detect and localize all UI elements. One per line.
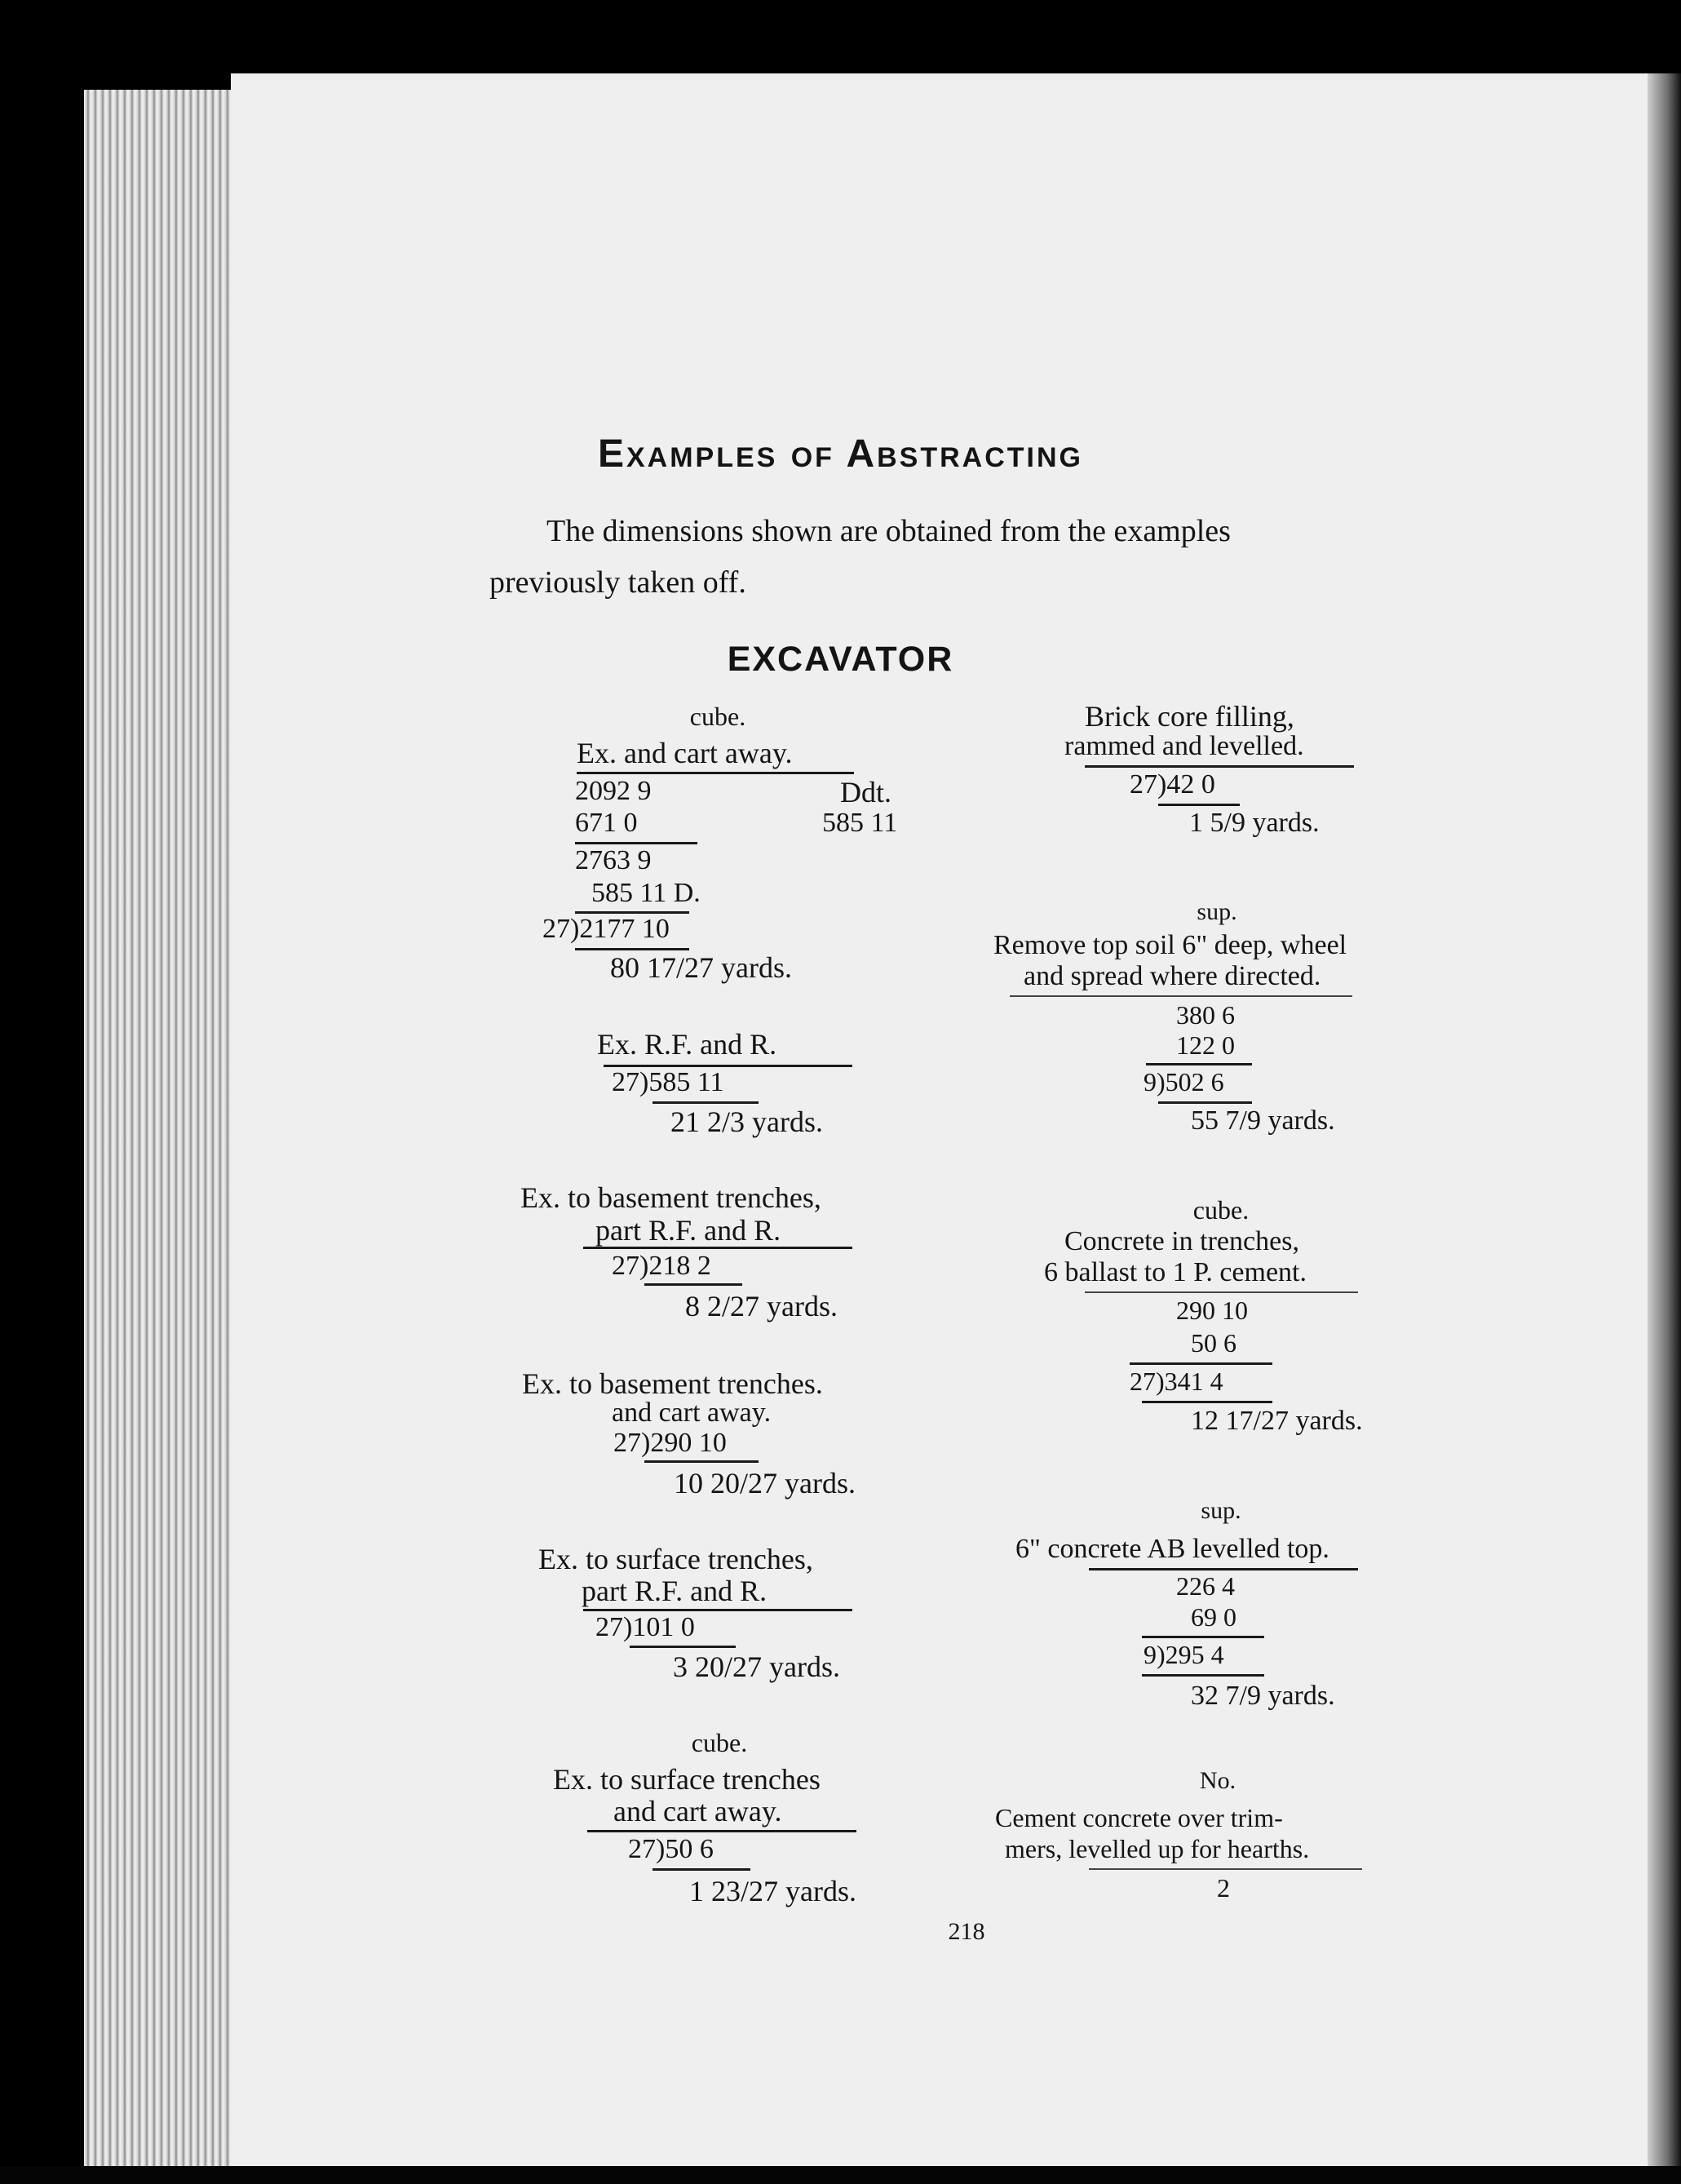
item-description: part R.F. and R. xyxy=(582,1575,768,1607)
division-row: 27)2177 10 xyxy=(542,914,670,944)
scan-border xyxy=(0,2166,1681,2184)
unit-label: sup. xyxy=(1197,898,1237,925)
rule xyxy=(587,1830,856,1832)
deduction-value: 585 11 xyxy=(822,808,898,838)
rule xyxy=(630,1646,736,1648)
count-value: 2 xyxy=(1217,1873,1230,1903)
division-row: 27)42 0 xyxy=(1130,769,1215,800)
division-row: 9)502 6 xyxy=(1144,1067,1224,1096)
result-row: 21 2/3 yards. xyxy=(670,1105,823,1138)
result-row: 10 20/27 yards. xyxy=(674,1467,856,1500)
rule xyxy=(644,1460,759,1463)
item-description: Ex. and cart away. xyxy=(577,737,793,769)
dimension-row: 380 6 xyxy=(1176,1000,1235,1030)
section-heading: EXCAVATOR xyxy=(727,640,954,679)
result-row: 80 17/27 yards. xyxy=(610,951,792,984)
item-description: Concrete in trenches, xyxy=(1064,1226,1299,1256)
division-row: 27)341 4 xyxy=(1130,1367,1223,1396)
result-row: 3 20/27 yards. xyxy=(673,1650,840,1683)
rule xyxy=(583,1609,852,1611)
result-row: 1 23/27 yards. xyxy=(689,1875,856,1907)
rule xyxy=(1089,1868,1362,1870)
unit-label: No. xyxy=(1199,1767,1236,1794)
division-row: 27)290 10 xyxy=(613,1428,727,1458)
item-description: Ex. to surface trenches, xyxy=(538,1543,813,1575)
page-edges xyxy=(84,90,231,2166)
division-row: 9)295 4 xyxy=(1144,1640,1224,1669)
item-description: Ex. to basement trenches. xyxy=(522,1367,823,1400)
dimension-row: 2092 9 xyxy=(575,776,652,806)
dimension-row: 69 0 xyxy=(1191,1602,1236,1632)
page-number: 218 xyxy=(948,1918,985,1945)
dimension-row: 226 4 xyxy=(1176,1571,1235,1601)
division-row: 27)50 6 xyxy=(628,1834,714,1864)
result-row: 12 17/27 yards. xyxy=(1191,1406,1363,1436)
item-description: Ex. to basement trenches, xyxy=(520,1181,821,1214)
sum-row: 2763 9 xyxy=(575,845,652,875)
item-description: Ex. R.F. and R. xyxy=(597,1028,777,1061)
unit-label: cube. xyxy=(689,702,746,731)
item-description: mers, levelled up for hearths. xyxy=(1005,1834,1310,1863)
unit-label: cube. xyxy=(1192,1195,1250,1225)
rule xyxy=(1089,1568,1358,1570)
result-row: 8 2/27 yards. xyxy=(685,1290,838,1322)
item-description: 6 ballast to 1 P. cement. xyxy=(1044,1257,1307,1287)
division-row: 27)101 0 xyxy=(595,1612,695,1642)
item-description: Ex. to surface trenches xyxy=(553,1763,821,1796)
unit-label: sup. xyxy=(1201,1497,1241,1524)
result-row: 1 5/9 yards. xyxy=(1189,808,1320,838)
rule xyxy=(1158,804,1240,806)
rule xyxy=(1146,1063,1252,1065)
spine-shadow xyxy=(1648,73,1681,2166)
result-row: 32 7/9 yards. xyxy=(1191,1681,1335,1711)
division-row: 27)585 11 xyxy=(612,1067,724,1097)
intro-line-1: The dimensions shown are obtained from the examples xyxy=(546,514,1231,548)
rule xyxy=(575,948,689,950)
item-description: 6" concrete AB levelled top. xyxy=(1015,1534,1329,1564)
dimension-row: 50 6 xyxy=(1191,1328,1236,1358)
rule xyxy=(652,1101,759,1104)
rule xyxy=(1010,995,1352,997)
rule xyxy=(1085,1291,1358,1293)
rule xyxy=(575,842,697,844)
item-description: and spread where directed. xyxy=(1024,961,1321,991)
dimension-row: 290 10 xyxy=(1176,1296,1248,1325)
deduction-label: Ddt. xyxy=(840,776,891,808)
item-description: rammed and levelled. xyxy=(1064,731,1304,761)
rule xyxy=(1158,1101,1252,1104)
item-description: Brick core filling, xyxy=(1085,700,1294,733)
rule xyxy=(652,1868,750,1871)
rule xyxy=(644,1283,742,1286)
item-description: Remove top soil 6" deep, wheel xyxy=(993,930,1347,960)
dimension-row: 122 0 xyxy=(1176,1030,1235,1060)
rule xyxy=(1142,1674,1264,1677)
intro-line-2: previously taken off. xyxy=(489,565,746,600)
item-description: Cement concrete over trim- xyxy=(995,1803,1283,1832)
rule xyxy=(583,1247,852,1249)
item-description: and cart away. xyxy=(613,1795,782,1827)
deduct-row: 585 11 D. xyxy=(591,878,701,908)
dimension-row: 671 0 xyxy=(575,808,638,838)
result-row: 55 7/9 yards. xyxy=(1191,1105,1335,1136)
rule xyxy=(577,772,854,774)
unit-label: cube. xyxy=(691,1728,748,1757)
rule xyxy=(1085,765,1354,768)
division-row: 27)218 2 xyxy=(612,1251,711,1281)
page-title: Examples of Abstracting xyxy=(597,432,1084,476)
item-description: part R.F. and R. xyxy=(595,1214,781,1247)
item-description: and cart away. xyxy=(612,1398,772,1428)
rule xyxy=(1130,1362,1272,1365)
book-page xyxy=(231,73,1665,2166)
rule xyxy=(1142,1401,1272,1403)
rule xyxy=(1142,1636,1264,1638)
